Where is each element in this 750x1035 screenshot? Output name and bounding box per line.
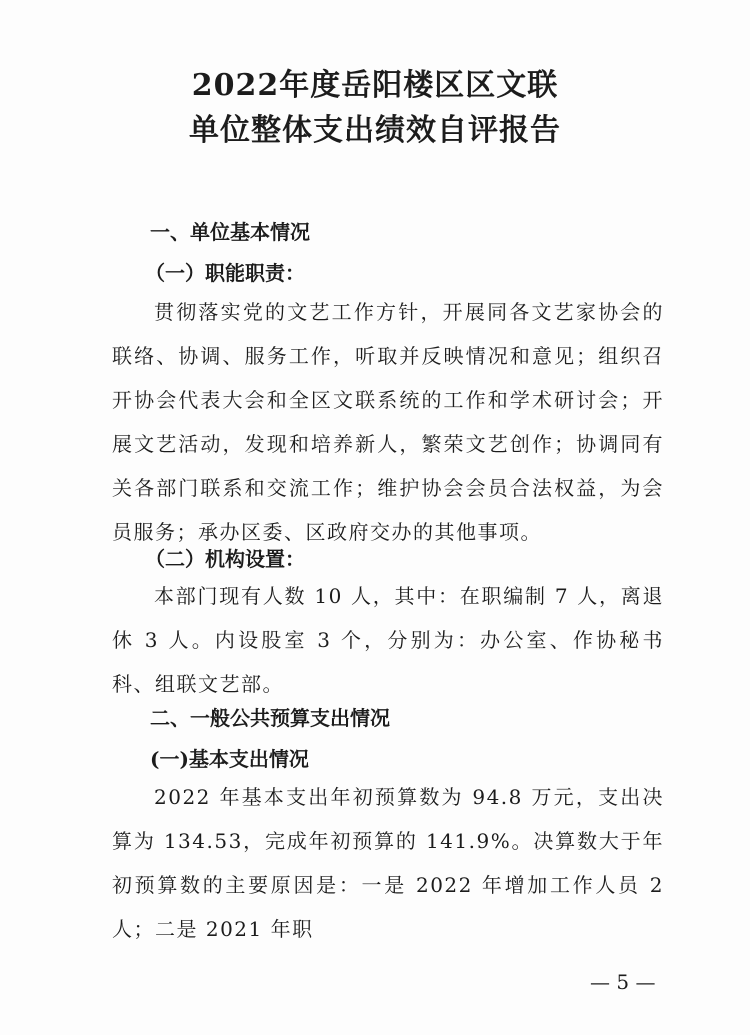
paragraph-functions: 贯彻落实党的文艺工作方针，开展同各文艺家协会的联络、协调、服务工作，听取并反映情况和意见；组织召开协会代表大会和全区文联系统的工作和学术研讨会；开展文艺活动，发现和培养新人，繁荣文艺创作；协调同有关各部门联系和交流工作；维护协会会员合法权益，为会员服务；承办区委、区政府交办的其他事项。: [112, 300, 664, 544]
document-title-line-1: 2022年度岳阳楼区区文联: [191, 68, 559, 103]
section-heading-basic-info: 一、单位基本情况: [150, 220, 310, 244]
subsection-heading-organization: （二）机构设置：: [145, 547, 305, 571]
document-title-line-2: 单位整体支出绩效自评报告: [189, 113, 561, 148]
subsection-heading-basic-expenditure: (一)基本支出情况: [150, 747, 309, 771]
paragraph-organization: 本部门现有人数 10 人，其中：在职编制 7 人，离退休 3 人。内设股室 3 个，分别为：办公室、作协秘书科、组联文艺部。: [112, 584, 664, 696]
page-number: — 5 —: [590, 970, 656, 994]
paragraph-basic-expenditure: 2022 年基本支出年初预算数为 94.8 万元，支出决算为 134.53，完成年初预算的 141.9%。决算数大于年初预算数的主要原因是：一是 2022 年增加工作人员 2 人；二是 2021 年职: [112, 785, 664, 941]
section-heading-budget-expenditure: 二、一般公共预算支出情况: [150, 706, 390, 730]
subsection-heading-functions: （一）职能职责：: [145, 261, 305, 285]
